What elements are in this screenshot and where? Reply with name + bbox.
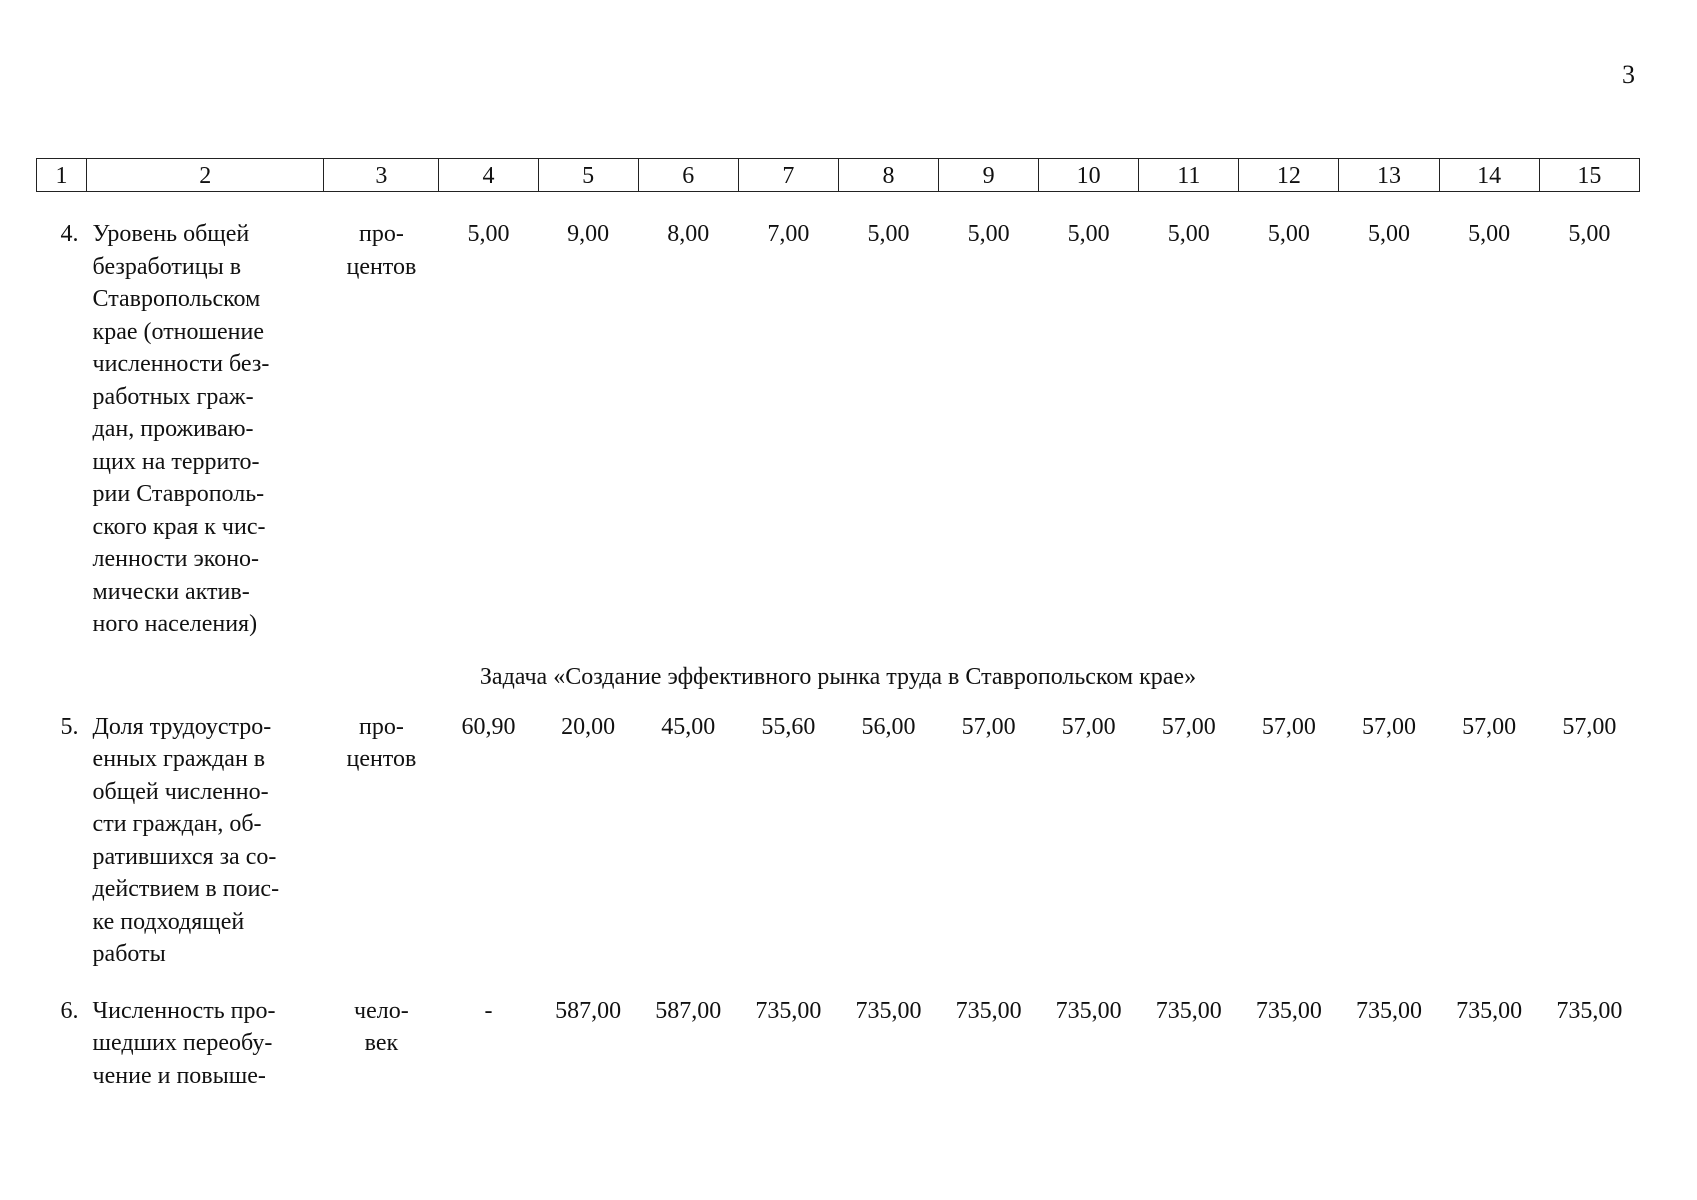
task-row [37,641,1640,711]
column-header: 4 [439,159,538,192]
table-row [37,995,1640,1093]
value-cell: 60,90 [461,713,516,740]
column-header: 13 [1339,159,1439,192]
value-cell: 55,60 [761,713,816,740]
value-cell: 57,00 [1161,713,1216,740]
column-header: 15 [1539,159,1639,192]
value-cell: 735,00 [1155,997,1222,1024]
header-row [37,159,1640,192]
value-cell: 735,00 [855,997,922,1024]
value-cell: 7,00 [767,221,810,247]
unit-cell: про- центов [346,713,417,772]
column-header: 10 [1039,159,1139,192]
value-cell: 57,00 [961,713,1016,740]
value-cell: 5,00 [867,221,910,247]
value-cell: 57,00 [1462,713,1517,740]
value-cell: 5,00 [467,221,510,247]
value-cell: 735,00 [1255,997,1322,1024]
row-number: 6. [60,997,79,1024]
table-row [37,711,1640,971]
column-header: 14 [1439,159,1539,192]
column-header: 2 [87,159,324,192]
value-cell: 735,00 [1055,997,1122,1024]
value-cell: - [484,997,493,1024]
column-header: 6 [638,159,738,192]
value-cell: 5,00 [967,221,1010,247]
value-cell: 57,00 [1362,713,1416,740]
indicator-name: Доля трудоустро- енных граждан в общей численно- сти граждан, об- ратившихся за со- действием в поис- ке подходящей работы [92,713,280,967]
value-cell: 735,00 [755,997,822,1024]
column-header: 8 [838,159,938,192]
value-cell: 5,00 [1368,221,1410,247]
value-cell: 57,00 [1562,713,1617,740]
unit-cell: чело- век [354,997,409,1056]
task-title: Задача «Создание эффективного рынка труда в Ставропольском крае» [479,663,1197,690]
value-cell: 56,00 [861,713,916,740]
value-cell: 735,00 [955,997,1022,1024]
unit-cell: про- центов [346,221,417,280]
column-header: 5 [538,159,638,192]
column-header: 1 [37,159,87,192]
value-cell: 57,00 [1061,713,1116,740]
indicator-name: Уровень общей безработицы в Ставропольском крае (отношение численности без- работных граж- дан, проживаю- щих на террито- рии Ставрополь- ского края к чис- ленности эконо- мически актив- ного населения) [92,221,270,637]
value-cell: 5,00 [1267,221,1310,247]
column-header: 9 [939,159,1039,192]
column-header: 7 [738,159,838,192]
value-cell: 735,00 [1456,997,1523,1024]
row-number: 5. [60,713,79,740]
value-cell: 57,00 [1261,713,1316,740]
value-cell: 5,00 [1468,221,1511,247]
value-cell: 735,00 [1356,997,1422,1024]
indicator-table [36,158,1640,1092]
page-number: 3 [1622,60,1635,89]
row-number: 4. [60,221,79,247]
indicator-name: Численность про- шедших переобу- чение и повыше- [92,997,276,1089]
column-header: 11 [1139,159,1239,192]
value-cell: 587,00 [655,997,722,1024]
column-header: 3 [324,159,439,192]
value-cell: 5,00 [1568,221,1611,247]
value-cell: 9,00 [567,221,610,247]
value-cell: 587,00 [555,997,622,1024]
value-cell: 45,00 [661,713,716,740]
value-cell: 20,00 [561,713,616,740]
value-cell: 8,00 [667,221,710,247]
value-cell: 5,00 [1067,221,1110,247]
value-cell: 735,00 [1556,997,1623,1024]
table-row [37,218,1640,641]
column-header: 12 [1239,159,1339,192]
value-cell: 5,00 [1167,221,1210,247]
